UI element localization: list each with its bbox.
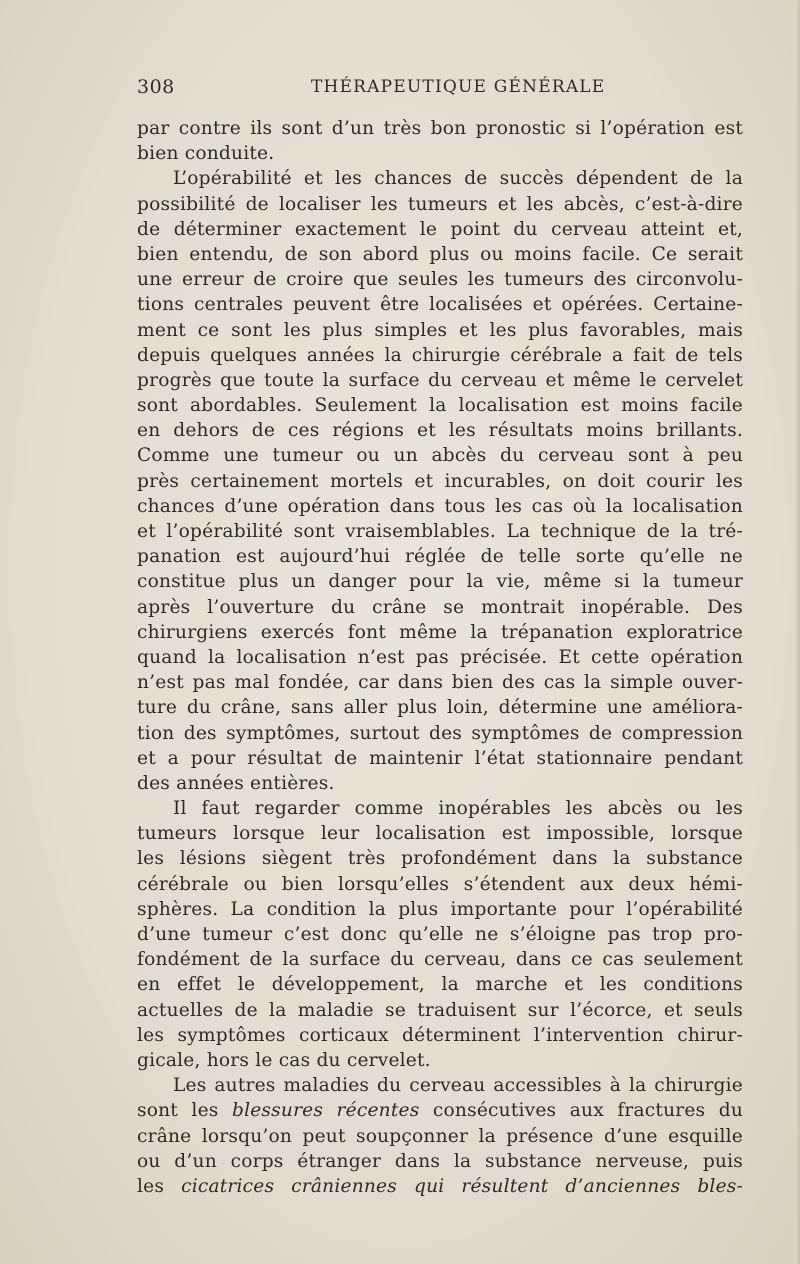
text-line: sont abordables. Seulement la localisation est moins facile [137,395,743,417]
text-line: panation est aujourd’hui réglée de telle sorte qu’elle ne [137,546,743,568]
text-run: sont les [137,1100,232,1122]
italic-term: blessures récentes [231,1100,420,1122]
text-line: tion des symptômes, surtout des symptômes de compression [137,722,743,744]
text-line: crâne lorsqu’on peut soupçonner la présence d’une esquille [137,1125,743,1147]
body-text [137,116,743,1199]
text-line: possibilité de localiser les tumeurs et les abcès, c’est-à-dire [137,193,743,215]
text-line: sphères. La condition la plus importante pour l’opérabilité [137,898,743,920]
text-line: ture du crâne, sans aller plus loin, détermine une améliora- [137,697,743,719]
text-line: les symptômes corticaux déterminent l’intervention chirur- [137,1024,743,1046]
text-line: tumeurs lorsque leur localisation est impossible, lorsque [137,823,743,845]
text-line: fondément de la surface du cerveau, dans ce cas seulement [137,949,743,971]
text-line: gicale, hors le cas du cervelet. [137,1049,431,1071]
text-line: en effet le développement, la marche et les conditions [137,974,743,996]
italic-term: cicatrices crâniennes qui résultent d’anciennes bles- [181,1175,744,1197]
text-line: d’une tumeur c’est donc qu’elle ne s’éloigne pas trop pro- [137,924,743,945]
text-line: les lésions siègent très profondément dans la substance [137,848,743,870]
text-line: constitue plus un danger pour la vie, même si la tumeur [137,571,743,593]
text-line: en dehors de ces régions et les résultats moins brillants. [137,420,743,442]
page-edge-shadow [794,0,800,1264]
text-line: et l’opérabilité sont vraisemblables. La technique de la tré- [137,521,743,542]
text-line: quand la localisation n’est pas précisée. Et cette opération [137,646,743,668]
text-line: actuelles de la maladie se traduisent sur l’écorce, et seuls [137,999,743,1021]
text-line: chances d’une opération dans tous les cas où la localisation [137,495,743,517]
text-line: par contre ils sont d’un très bon pronostic si l’opération est [137,118,743,139]
text-line: de déterminer exactement le point du cerveau atteint et, [137,218,743,240]
text-line: chirurgiens exercés font même la trépanation exploratrice [137,621,743,643]
page-number: 308 [137,76,175,98]
text-line: Il faut regarder comme inopérables les abcès ou les [173,798,743,820]
text-line: ou d’un corps étranger dans la substance nerveuse, puis [137,1150,743,1172]
text-line [137,1174,743,1199]
text-line [137,1098,743,1123]
text-run: les [137,1175,182,1197]
text-line: bien entendu, de son abord plus ou moins facile. Ce serait [137,243,743,265]
text-line: une erreur de croire que seules les tumeurs des circonvolu- [137,269,743,291]
text-line: après l’ouverture du crâne se montrait inopérable. Des [137,596,743,618]
text-line: progrès que toute la surface du cerveau et même le cervelet [137,369,743,391]
text-line: des années entières. [137,772,335,794]
text-line: L’opérabilité et les chances de succès dépendent de la [173,168,743,190]
text-line: près certainement mortels et incurables, on doit courir les [137,470,743,492]
running-title: THÉRAPEUTIQUE GÉNÉRALE [311,77,606,97]
text-line: tions centrales peuvent être localisées et opérées. Certaine- [137,294,743,316]
text-line: bien conduite. [137,143,275,165]
text-line: n’est pas mal fondée, car dans bien des cas la simple ouver- [137,672,743,694]
text-line: ment ce sont les plus simples et les plus favorables, mais [137,319,743,341]
text-run: consécutives aux fractures du [419,1100,744,1122]
text-line: depuis quelques années la chirurgie cérébrale a fait de tels [137,344,743,366]
text-line: cérébrale ou bien lorsqu’elles s’étendent aux deux hémi- [137,873,743,895]
text-line: Comme une tumeur ou un abcès du cerveau sont à peu [137,445,743,467]
text-line: Les autres maladies du cerveau accessibles à la chirurgie [173,1075,743,1097]
text-line: et a pour résultat de maintenir l’état stationnaire pendant [137,747,743,769]
page-header [137,76,745,102]
